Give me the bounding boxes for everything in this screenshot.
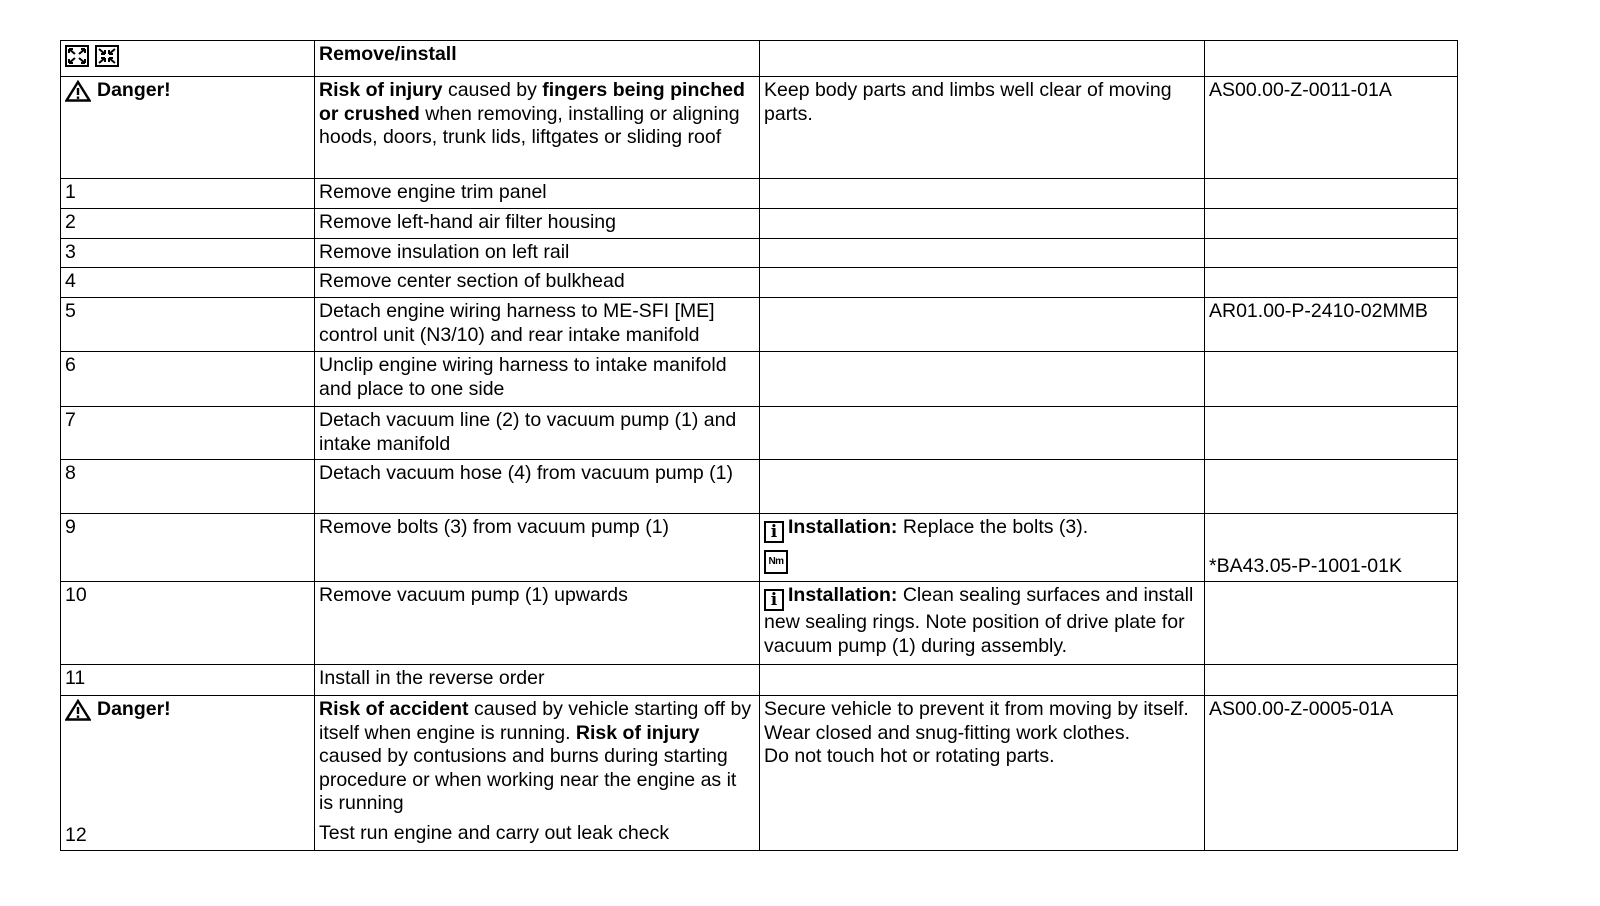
step-number: 8 — [61, 460, 315, 514]
step-text: Install in the reverse order — [315, 665, 760, 696]
table-row — [61, 208, 1458, 238]
step-number: 9 — [61, 514, 315, 582]
danger-label: Danger! — [97, 698, 171, 720]
table-row — [61, 582, 1458, 665]
table-row — [61, 460, 1458, 514]
step-text: Remove center section of bulkhead — [315, 268, 760, 298]
danger-ref-2 — [1205, 696, 1458, 851]
step-text: Detach vacuum hose (4) from vacuum pump (1) — [315, 460, 760, 514]
danger-row-1 — [61, 77, 1458, 179]
step-note: i Installation: Replace the bolts (3). Nm — [760, 514, 1205, 582]
danger-description-2: Risk of accident caused by vehicle starting off by itself when engine is running. Risk of injury caused by contusions and burns during starting procedure or when working near the engine as it is running Test run engine and carry out leak check — [315, 696, 760, 851]
danger-cell-1 — [61, 77, 315, 179]
step-number: 7 — [61, 407, 315, 460]
table-row — [61, 238, 1458, 268]
step-text: Remove bolts (3) from vacuum pump (1) — [315, 514, 760, 582]
danger-measure-2: Secure vehicle to prevent it from moving by itself. Wear closed and snug-fitting work clothes. Do not touch hot or rotating parts. — [760, 696, 1205, 851]
step-text: Detach vacuum line (2) to vacuum pump (1) and intake manifold — [315, 407, 760, 460]
step-note: i Installation: Clean sealing surfaces and install new sealing rings. Note position of drive plate for vacuum pump (1) during assembly. — [760, 582, 1205, 665]
table-row — [61, 179, 1458, 209]
step-number: 12 — [65, 823, 87, 846]
table-row — [61, 298, 1458, 352]
step-text: Remove left-hand air filter housing — [315, 208, 760, 238]
expand-arrows-icon[interactable] — [65, 45, 89, 67]
step-number: 6 — [61, 352, 315, 407]
step-ref — [1205, 514, 1458, 582]
document-link[interactable]: AR01.00-P-2410-02MMB — [1209, 300, 1428, 322]
danger-description-1: Risk of injury caused by fingers being pinched or crushed when removing, installing or aligning hoods, doors, trunk lids, liftgates or sliding roof — [315, 77, 760, 179]
procedure-table — [60, 40, 1458, 851]
step-number: 10 — [61, 582, 315, 665]
danger-measure-1: Keep body parts and limbs well clear of moving parts. — [760, 77, 1205, 179]
header-title: Remove/install — [315, 41, 760, 77]
header-row — [61, 41, 1458, 77]
step-text: Test run engine and carry out leak check — [319, 821, 670, 844]
step-number: 1 — [61, 179, 315, 209]
step-text: Remove vacuum pump (1) upwards — [315, 582, 760, 665]
step-number: 4 — [61, 268, 315, 298]
warning-triangle-icon — [65, 699, 91, 721]
step-number: 11 — [61, 665, 315, 696]
step-text: Remove insulation on left rail — [315, 238, 760, 268]
header-icons-cell — [61, 41, 315, 77]
danger-ref-1 — [1205, 77, 1458, 179]
step-number: 2 — [61, 208, 315, 238]
document-link[interactable]: AS00.00-Z-0011-01A — [1209, 79, 1392, 101]
table-row — [61, 514, 1458, 582]
info-icon[interactable]: i — [764, 521, 784, 543]
step-text: Unclip engine wiring harness to intake manifold and place to one side — [315, 352, 760, 407]
table-row — [61, 268, 1458, 298]
step-ref — [1205, 298, 1458, 352]
torque-nm-icon[interactable]: Nm — [764, 550, 788, 574]
danger-row-2 — [61, 696, 1458, 851]
step-number: 3 — [61, 238, 315, 268]
table-row — [61, 665, 1458, 696]
collapse-arrows-icon[interactable] — [95, 45, 119, 67]
danger-label: Danger! — [97, 79, 171, 101]
info-icon[interactable]: i — [764, 589, 784, 611]
table-row — [61, 352, 1458, 407]
document-link[interactable]: AS00.00-Z-0005-01A — [1209, 698, 1394, 720]
warning-triangle-icon — [65, 80, 91, 102]
table-row — [61, 407, 1458, 460]
step-text: Remove engine trim panel — [315, 179, 760, 209]
danger-cell-2 — [61, 696, 315, 851]
step-number: 5 — [61, 298, 315, 352]
step-text: Detach engine wiring harness to ME-SFI [ME] control unit (N3/10) and rear intake manifold — [315, 298, 760, 352]
document-link[interactable]: *BA43.05-P-1001-01K — [1209, 554, 1402, 577]
